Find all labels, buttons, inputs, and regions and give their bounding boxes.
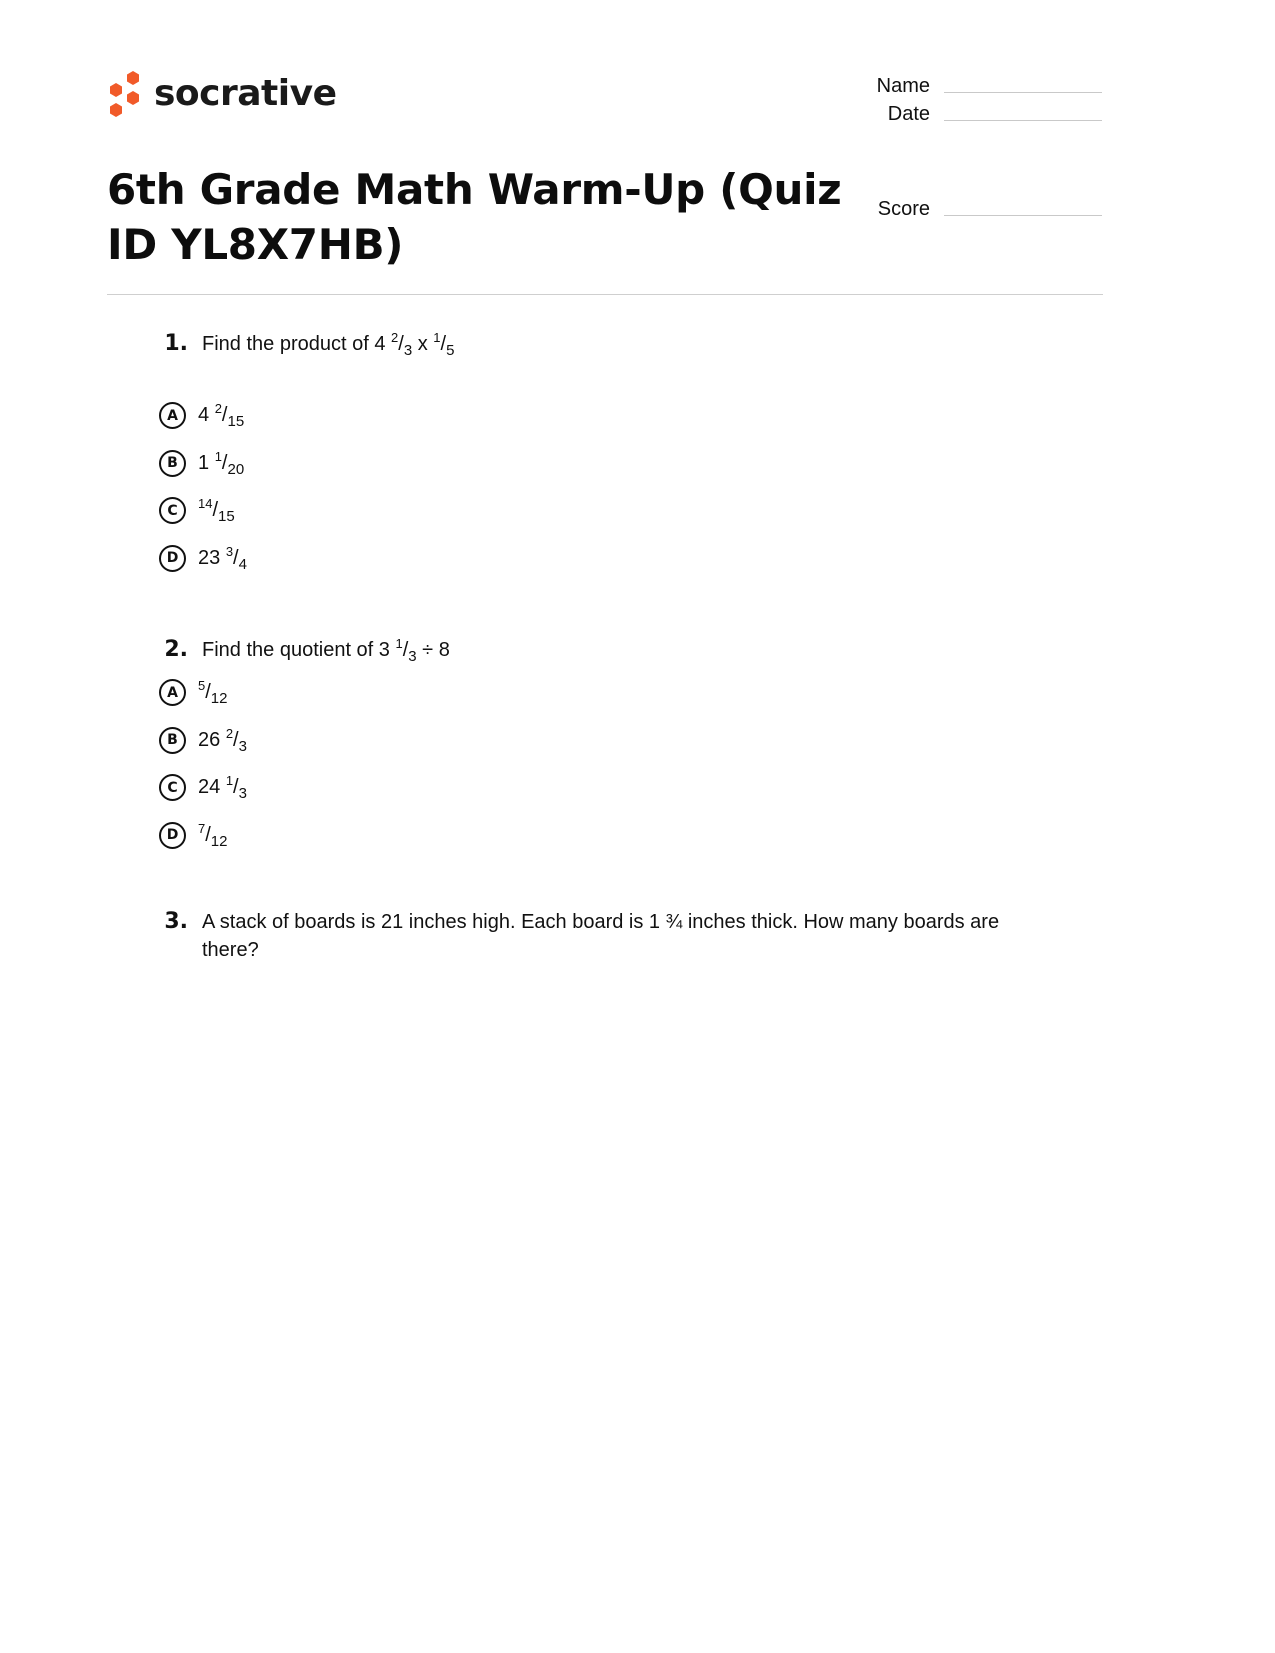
answer-options xyxy=(160,669,1095,859)
score-field[interactable] xyxy=(840,198,1102,221)
question-3 xyxy=(160,908,1055,964)
option-letter-badge[interactable]: A xyxy=(159,402,186,429)
answer-options xyxy=(160,392,1095,582)
question-number: 1. xyxy=(164,331,188,356)
option-letter-badge[interactable]: A xyxy=(159,679,186,706)
question-number: 3. xyxy=(164,909,188,934)
question-number: 2. xyxy=(164,637,188,662)
date-label: Date xyxy=(887,103,930,125)
option-text: 23 $^3/_4$ xyxy=(198,543,247,573)
date-field[interactable] xyxy=(840,103,1102,126)
option-d[interactable] xyxy=(160,812,1095,860)
option-letter-badge[interactable]: C xyxy=(159,497,186,524)
header-divider xyxy=(107,294,1103,295)
question-prompt: A stack of boards is 21 inches high. Each board is 1 ¾ inches thick. How many boards are there? xyxy=(202,911,1000,961)
option-a[interactable] xyxy=(160,392,1095,440)
option-text: 24 $^1/_3$ xyxy=(198,773,247,803)
question-prompt: Find the quotient of 3 $^1/_3 \div 8$ xyxy=(202,636,450,665)
option-letter-badge[interactable]: D xyxy=(159,545,186,572)
option-c[interactable] xyxy=(160,487,1095,535)
question-1 xyxy=(160,330,1095,582)
brand-name: socrative xyxy=(154,73,337,114)
option-letter-badge[interactable]: C xyxy=(159,774,186,801)
score-label: Score xyxy=(877,198,930,220)
option-text: 1 $^1/_{20}$ xyxy=(198,448,245,478)
hexagon-cluster-icon xyxy=(107,70,145,118)
option-letter-badge[interactable]: B xyxy=(159,450,186,477)
question-prompt: Find the product of 4 $^2/_3$ x $^1/_5$ xyxy=(202,330,455,359)
option-letter-badge[interactable]: B xyxy=(159,727,186,754)
name-field[interactable] xyxy=(840,75,1102,98)
option-text: 26 $^2/_3$ xyxy=(198,725,247,755)
socrative-logo xyxy=(107,70,336,118)
option-text: 4 $^2/_{15}$ xyxy=(198,401,245,431)
question-2 xyxy=(160,636,1095,859)
option-b[interactable] xyxy=(160,717,1095,765)
score-input-line[interactable] xyxy=(944,215,1102,216)
name-label: Name xyxy=(876,75,930,97)
option-text: $^5/_{12}$ xyxy=(198,678,228,708)
name-input-line[interactable] xyxy=(944,92,1102,93)
option-letter-badge[interactable]: D xyxy=(159,822,186,849)
option-text: $^7/_{12}$ xyxy=(198,820,228,850)
option-d[interactable] xyxy=(160,535,1095,583)
quiz-title: 6th Grade Math Warm-Up (Quiz ID YL8X7HB) xyxy=(107,165,842,269)
option-c[interactable] xyxy=(160,764,1095,812)
option-b[interactable] xyxy=(160,440,1095,488)
option-a[interactable] xyxy=(160,669,1095,717)
option-text: $^{14}/_{15}$ xyxy=(198,496,235,526)
date-input-line[interactable] xyxy=(944,120,1102,121)
